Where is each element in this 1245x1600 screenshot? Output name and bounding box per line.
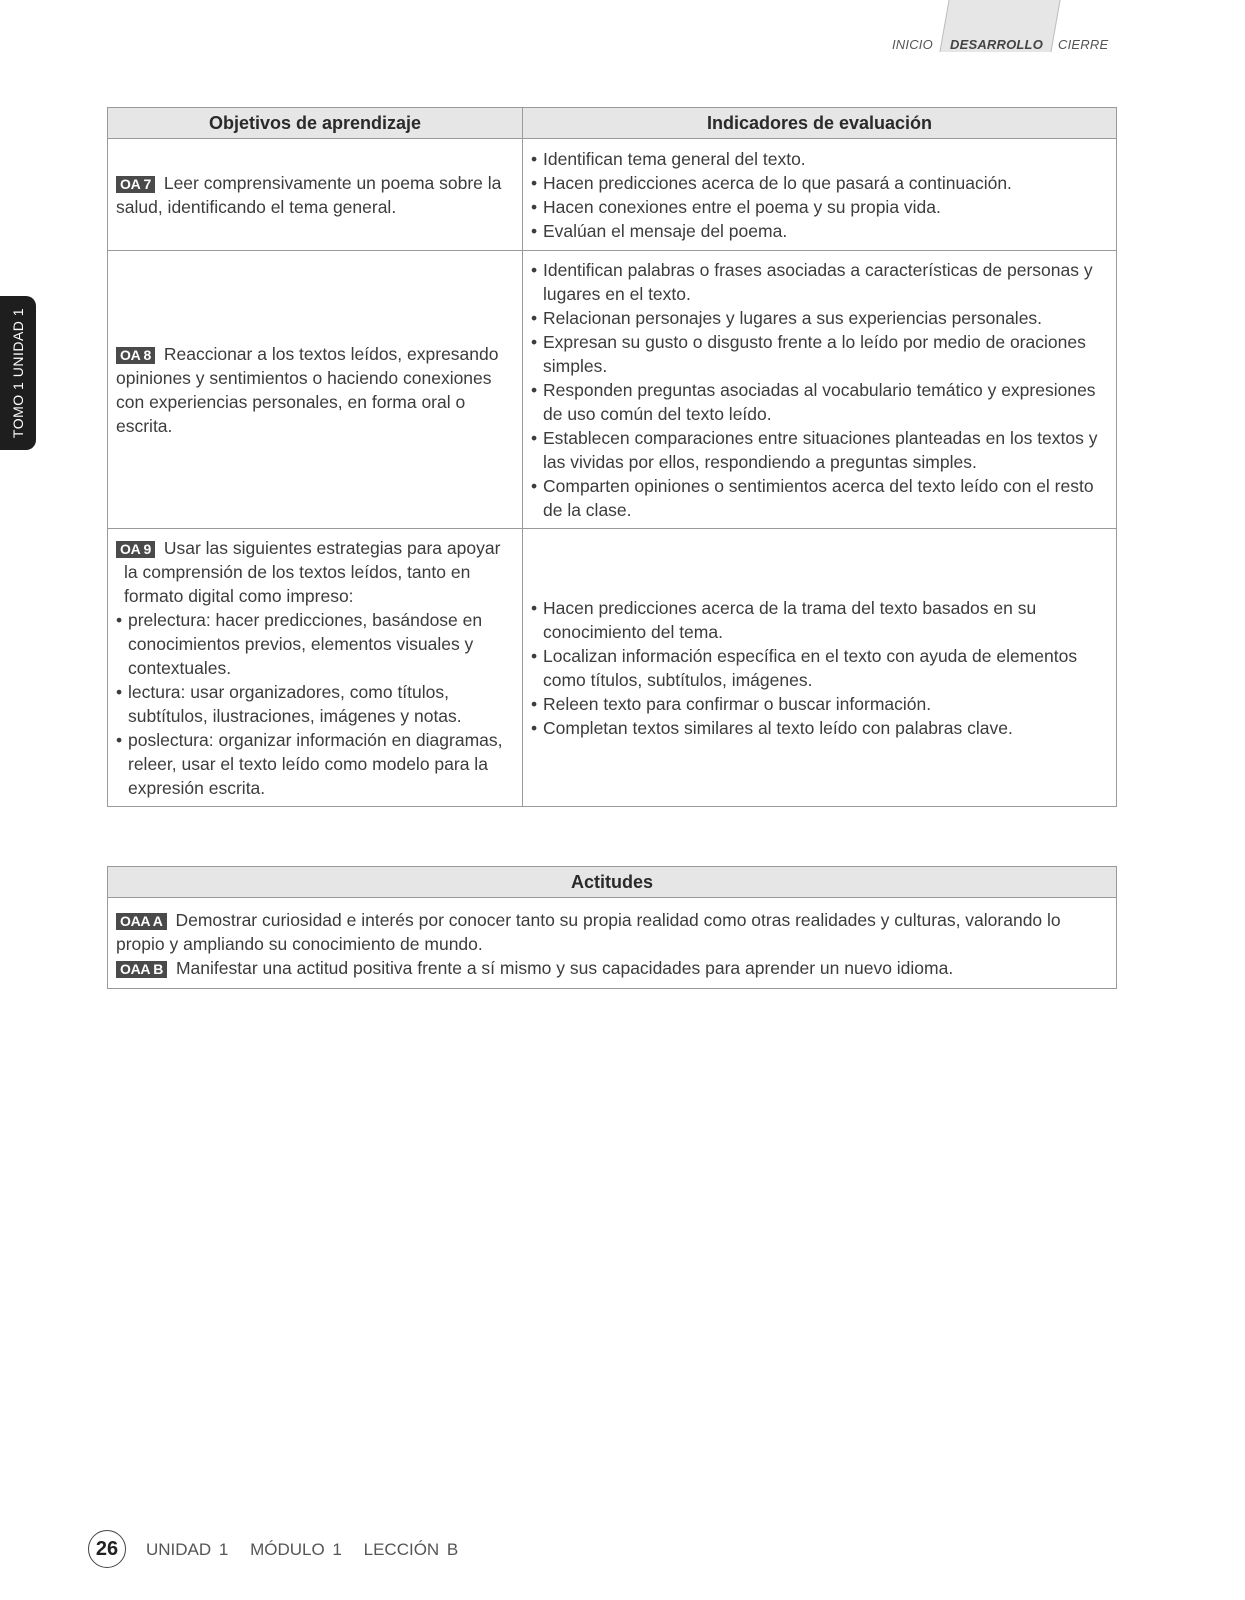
nav-inicio: INICIO [892,37,933,52]
objective-text-block [116,171,514,219]
attitude-item [116,908,1108,956]
indicator-list [531,258,1108,522]
attitude-text: Demostrar curiosidad e interés por conocer tanto su propia realidad como otras realidades y culturas, valorando lo propio y ampliando su conocimiento de mundo. [116,910,1061,954]
footer-breadcrumb [146,1540,472,1560]
table-row [108,529,1117,807]
attitude-badge: OAA B [116,961,167,978]
attitudes-cell [108,898,1117,989]
list-item: • prelectura: hacer predicciones, basándose en conocimientos previos, elementos visuales y contextuales. [116,608,514,680]
list-item: • Hacen predicciones acerca de lo que pasará a continuación. [531,171,1108,195]
section-nav [880,0,1140,60]
list-item: • Hacen predicciones acerca de la trama del texto basados en su conocimiento del tema. [531,596,1108,644]
objective-cell [108,251,523,529]
list-item: • Relacionan personajes y lugares a sus experiencias personales. [531,306,1108,330]
indicators-cell [523,529,1117,807]
objective-text: Reaccionar a los textos leídos, expresando opiniones y sentimientos o haciendo conexiones con experiencias personales, en forma oral o escrita. [116,343,499,436]
list-item: • Completan textos similares al texto leído con palabras clave. [531,716,1108,740]
indicators-cell [523,139,1117,251]
table-row [108,251,1117,529]
footer-modulo: MÓDULO 1 [250,1540,342,1559]
objective-cell [108,529,523,807]
header-objectives: Objetivos de aprendizaje [108,108,523,139]
list-item: • lectura: usar organizadores, como títulos, subtítulos, ilustraciones, imágenes y notas. [116,680,514,728]
header-indicators: Indicadores de evaluación [523,108,1117,139]
indicators-cell [523,251,1117,529]
list-item: • Identifican tema general del texto. [531,147,1108,171]
objective-text-block [116,342,514,438]
indicator-list [531,596,1108,740]
page-number: 26 [88,1530,126,1568]
objective-cell [108,139,523,251]
footer-unidad: UNIDAD 1 [146,1540,229,1559]
list-item: • Establecen comparaciones entre situaciones planteadas en los textos y las vividas por ellos, respondiendo a preguntas simples. [531,426,1108,474]
attitude-item [116,956,1108,980]
list-item: • poslectura: organizar información en diagramas, releer, usar el texto leído como modelo para la expresión escrita. [116,728,514,800]
nav-cierre: CIERRE [1058,37,1109,52]
side-tab [0,296,36,450]
objective-badge: OA 8 [116,347,155,364]
table-row [108,139,1117,251]
list-item: • Responden preguntas asociadas al vocabulario temático y expresiones de uso común del texto leído. [531,378,1108,426]
list-item: • Expresan su gusto o disgusto frente a lo leído por medio de oraciones simples. [531,330,1108,378]
objective-text: Leer comprensivamente un poema sobre la salud, identificando el tema general. [116,172,502,217]
objectives-table [107,107,1117,807]
list-item: • Comparten opiniones o sentimientos acerca del texto leído con el resto de la clase. [531,474,1108,522]
objective-text-block [116,536,514,608]
footer-leccion: LECCIÓN B [363,1540,459,1559]
attitude-text: Manifestar una actitud positiva frente a sí mismo y sus capacidades para aprender un nuevo idioma. [175,958,954,978]
list-item: • Localizan información específica en el texto con ayuda de elementos como títulos, subtítulos, imágenes. [531,644,1108,692]
side-tab-label: TOMO 1 UNIDAD 1 [10,307,26,439]
indicator-list [531,147,1108,243]
attitudes-table [107,866,1117,989]
objective-text: Usar las siguientes estrategias para apoyar la comprensión de los textos leídos, tanto en formato digital como impreso: [124,537,501,606]
table-row [108,898,1117,989]
objective-badge: OA 7 [116,176,155,193]
objective-badge: OA 9 [116,541,155,558]
table-header-row [108,867,1117,898]
list-item: • Evalúan el mensaje del poema. [531,219,1108,243]
list-item: • Hacen conexiones entre el poema y su propia vida. [531,195,1108,219]
attitude-badge: OAA A [116,913,167,930]
list-item: • Identifican palabras o frases asociadas a características de personas y lugares en el texto. [531,258,1108,306]
nav-desarrollo: DESARROLLO [950,37,1043,52]
objective-bullet-list [116,608,514,800]
header-attitudes: Actitudes [108,867,1117,898]
list-item: • Releen texto para confirmar o buscar información. [531,692,1108,716]
table-header-row [108,108,1117,139]
